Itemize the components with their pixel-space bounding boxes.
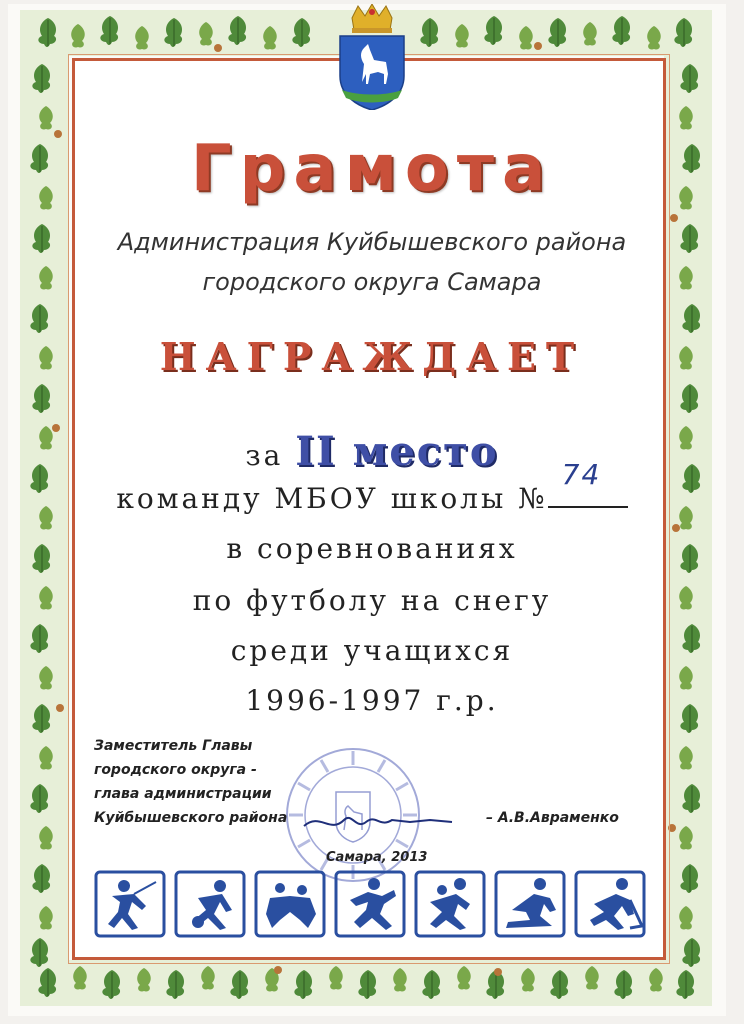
certificate-title: Грамота — [190, 132, 554, 206]
signer-position-line-2: городского округа - — [94, 762, 257, 778]
years-line: 1996-1997 г.р. — [245, 684, 499, 717]
handwritten-signature — [300, 806, 490, 836]
team-line — [0, 458, 744, 515]
competition-line: в соревнованиях — [226, 532, 518, 565]
school-number-blank — [548, 458, 628, 508]
signer-name: А.В.Авраменко — [497, 810, 619, 826]
issuer-line-1: Администрация Куйбышевского района — [117, 228, 627, 256]
for-prefix: за — [245, 439, 284, 472]
issuer-line-2: городского округа Самара — [202, 268, 542, 296]
among-line: среди учащихся — [230, 634, 514, 667]
signer-position-line-1: Заместитель Главы — [94, 738, 253, 754]
place-and-year: Самара, 2013 — [326, 850, 428, 865]
sport-line: по футболу на снегу — [192, 584, 552, 617]
place-line — [0, 428, 744, 475]
signer-dash: – — [486, 810, 493, 826]
signer-name-line — [486, 810, 619, 826]
signer-position-line-3: глава администрации — [94, 786, 272, 802]
awards-heading: НАГРАЖДАЕТ — [159, 334, 585, 379]
school-number-handwritten: 74 — [561, 458, 602, 491]
samara-coat-of-arms-icon — [334, 4, 410, 110]
sport-pictograms-row — [94, 870, 650, 938]
signer-position-line-4: Куйбышевского района — [94, 810, 288, 826]
team-text: команду МБОУ школы № — [116, 482, 548, 515]
place-awarded: II место — [295, 428, 499, 475]
